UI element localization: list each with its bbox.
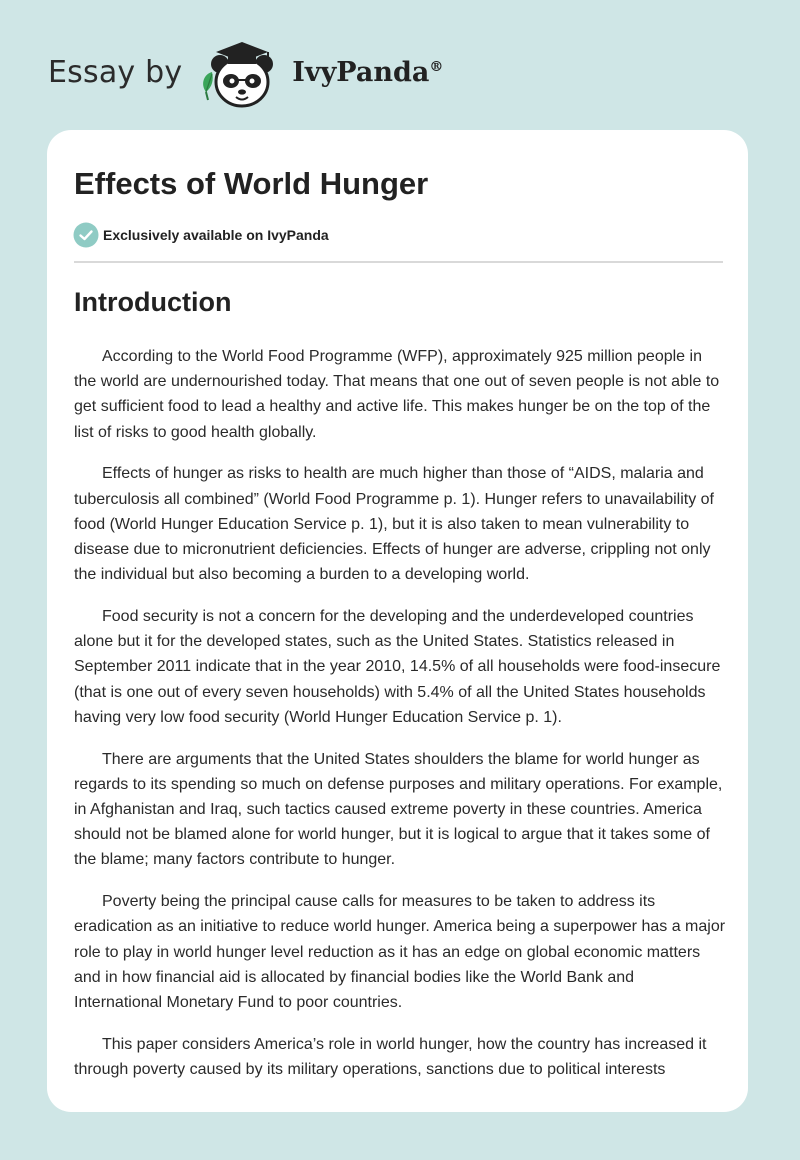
check-circle-icon — [73, 222, 99, 248]
paragraph: This paper considers America’s role in world hunger, how the country has increased it through poverty caused by its military operations, sanctions due to political interests — [74, 1035, 707, 1079]
paragraph: According to the World Food Programme (WFP), approximately 925 million people in the world are undernourished today. That means that one out of seven people is not able to get sufficient food to lead a healthy and active life. This makes hunger be on the top of the list of risks to good health globally. — [74, 348, 720, 441]
registered-mark: ® — [429, 58, 444, 75]
site-header — [48, 34, 443, 110]
exclusive-badge-text: Exclusively available on IvyPanda — [103, 227, 329, 243]
panda-graduate-icon[interactable] — [196, 34, 288, 110]
essay-by-label: Essay by — [48, 54, 183, 90]
paragraph: Effects of hunger as risks to health are much higher than those of “AIDS, malaria and tuberculosis all combined” (World Food Programme p. 1). Hunger refers to unavailability of food (World Hunger Education Service p. 1), but it is also taken to mean vulnerability to disease due to micronutrient deficiencies. Effects of hunger are adverse, crippling not only the individual but also becoming a burden to a developing world. — [74, 465, 714, 584]
essay-body — [74, 344, 726, 1099]
paragraph: Food security is not a concern for the developing and the underdeveloped countries alone but it for the developed states, such as the United States. Statistics released in September 2011 indicate that in the year 2010, 14.5% of all households were food-insecure (that is one out of every seven households) with 5.4% of all the United States households having very low food security (World Hunger Education Service p. 1). — [74, 608, 721, 726]
section-heading-introduction: Introduction — [74, 287, 232, 317]
paragraph: There are arguments that the United States shoulders the blame for world hunger as regards to its spending so much on defense purposes and military operations. For example, in Afghanistan and Iraq, such tactics caused extreme poverty in these countries. America should not be blamed alone for world hunger, but it is logical to argue that it takes some of the blame; many factors contribute to hunger. — [74, 750, 723, 869]
brand-name[interactable]: IvyPanda® — [292, 56, 444, 88]
page-title: Effects of World Hunger — [74, 166, 429, 201]
exclusive-badge — [73, 222, 329, 248]
essay-card — [47, 130, 748, 1112]
paragraph: Poverty being the principal cause calls for measures to be taken to address its eradication as an initiative to reduce world hunger. America being a superpower has a major role to play in world hunger level reduction as it has an edge on global economic matters and in how financial aid is allocated by financial bodies like the World Bank and International Monetary Fund to poor countries. — [74, 893, 726, 1012]
divider — [74, 261, 723, 263]
